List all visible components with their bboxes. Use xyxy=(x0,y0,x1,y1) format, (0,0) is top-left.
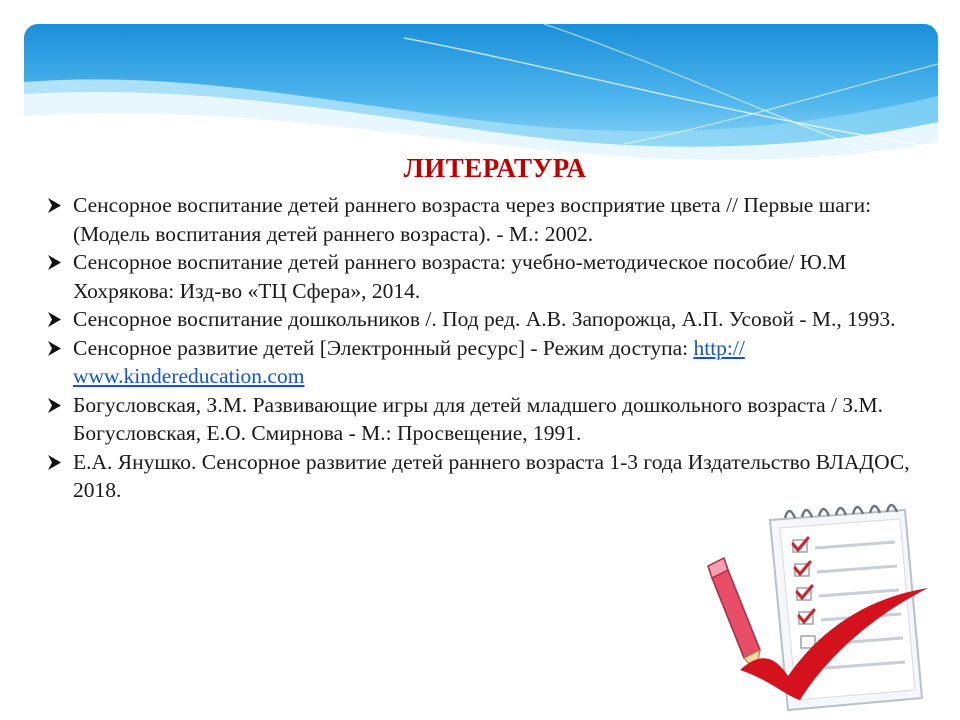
reference-item xyxy=(46,305,916,334)
arrowhead-bullet-icon xyxy=(46,311,63,328)
arrowhead-bullet-icon xyxy=(46,197,63,214)
reference-text: Сенсорное воспитание детей раннего возраста через восприятие цвета // Первые шаги: (Модель воспитания детей раннего возраста). - М.: 2002. xyxy=(73,193,872,246)
reference-item xyxy=(46,191,916,248)
arrowhead-bullet-icon xyxy=(46,397,63,414)
arrowhead-bullet-icon xyxy=(46,454,63,471)
header-wave-banner xyxy=(24,24,938,164)
pencil-icon xyxy=(708,558,760,672)
checklist-notepad-clipart xyxy=(690,500,940,715)
reference-list xyxy=(46,191,916,505)
reference-text: Сенсорное развитие детей [Электронный ресурс] - Режим доступа: xyxy=(73,335,694,360)
reference-text: Сенсорное воспитание дошкольников /. Под ред. А.В. Запорожца, А.П. Усовой - М., 1993. xyxy=(73,307,896,331)
reference-link[interactable]: http:// www.kindereducation.com xyxy=(73,335,745,388)
reference-text: Сенсорное воспитание детей раннего возраста: учебно-методическое пособие/ Ю.М Хохрякова: Изд-во «ТЦ Сфера», 2014. xyxy=(73,250,847,303)
reference-text: Е.А. Янушко. Сенсорное развитие детей раннего возраста 1-3 года Издательство ВЛАДОС, 2018. xyxy=(73,449,910,502)
reference-item xyxy=(46,391,916,448)
slide-title: ЛИТЕРАТУРА xyxy=(403,153,587,183)
reference-text: Богусловская, З.М. Развивающие игры для детей младшего дошкольного возраста / З.М. Богусловская, Е.О. Смирнова - М.: Просвещение, 1991. xyxy=(73,392,884,445)
arrowhead-bullet-icon xyxy=(46,254,63,271)
reference-item xyxy=(46,248,916,305)
reference-item xyxy=(46,334,916,391)
arrowhead-bullet-icon xyxy=(46,340,63,357)
reference-item xyxy=(46,448,916,505)
